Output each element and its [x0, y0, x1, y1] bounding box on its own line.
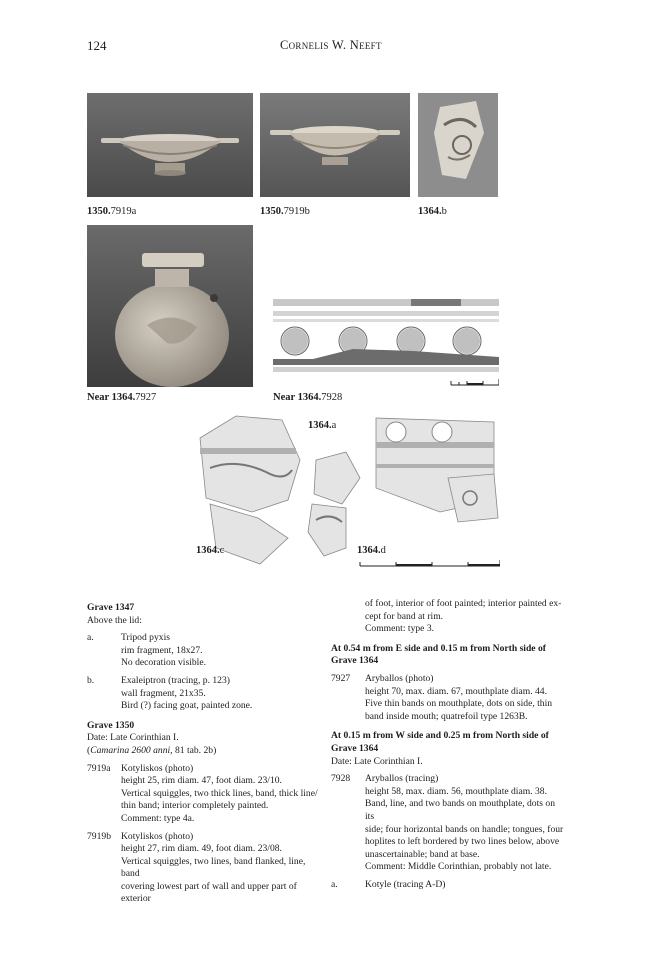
entry-1364-a: a. Kotyle (tracing A-D) [331, 878, 446, 890]
heading-grave-1347: Grave 1347 [87, 602, 135, 613]
heading-findspot-7928: At 0.15 m from W side and 0.25 m from North side of Grave 1364 [331, 730, 549, 754]
tracing-label-1364c: 1364.c [196, 545, 225, 556]
right-column [331, 598, 565, 891]
photo-kotyliskos-7919b [260, 93, 410, 197]
photo-fragment-1364b [418, 93, 498, 197]
continuation-7919b: of foot, interior of foot painted; interior painted ex- cept for band at rim. Comment: type 3. [365, 598, 562, 635]
photo-kotyliskos-7919a [87, 93, 253, 197]
left-column [87, 598, 323, 906]
heading-grave-1350: Grave 1350 [87, 719, 135, 731]
entry-1347-a: a. Tripod pyxis rim fragment, 18x27. No decoration visible. [87, 632, 206, 669]
reference-grave-1350: (Camarina 2600 anni, 81 tab. 2b) [87, 744, 217, 756]
entry-7919a: 7919a Kotyliskos (photo) height 25, rim diam. 47, foot diam. 23/10. Vertical squiggles, two thick lines, band, thick line/ thin band; interior completely painted. Comment: type 4a. [87, 762, 318, 824]
caption-1364-b: 1364.b [418, 206, 447, 217]
intro-above-lid: Above the lid: [87, 614, 142, 626]
page-number: 124 [87, 38, 107, 53]
tracing-kotyle-1364 [196, 408, 500, 572]
tracing-label-1364a: 1364.a [308, 420, 337, 431]
caption-near-1364-7927: Near 1364.7927 [87, 392, 157, 403]
caption-1350-7919a: 1350.7919a [87, 206, 137, 217]
caption-1350-7919b: 1350.7919b [260, 206, 310, 217]
caption-near-1364-7928: Near 1364.7928 [273, 392, 343, 403]
date-grave-1350: Date: Late Corinthian I. [87, 732, 179, 744]
entry-1347-b: b. Exaleiptron (tracing, p. 123) wall fragment, 21x35. Bird (?) facing goat, painted zone. [87, 674, 253, 712]
entry-7928: 7928 Aryballos (tracing) height 58, max. diam. 56, mouthplate diam. 38. Band, line, and two bands on mouthplate, dots on its side; four horizontal bands on handle; tongues, four hoplites to left bordered by two lines below, above unascertainable; band at base. Comment: Middle Corinthian, probably not late. [331, 773, 564, 873]
entry-7927: 7927 Aryballos (photo) height 70, max. diam. 67, mouthplate diam. 44. Five thin bands on mouthplate, dots on side, thin band inside mouth; quatrefoil type 1263B. [331, 672, 553, 722]
photo-aryballos-7927 [87, 225, 253, 387]
date-grave-1364: Date: Late Corinthian I. [331, 755, 423, 767]
running-head-author: Cornelis W. Neeft [280, 38, 382, 52]
tracing-label-1364d: 1364.d [357, 545, 386, 556]
heading-findspot-7927: At 0.54 m from E side and 0.15 m from North side of Grave 1364 [331, 642, 546, 667]
entry-7919b: 7919b Kotyliskos (photo) height 27, rim diam. 49, foot diam. 23/08. Vertical squiggles, two lines, band flanked, line, band covering lowest part of wall and upper part of exterior [87, 830, 306, 905]
tracing-aryballos-7928 [273, 297, 499, 389]
